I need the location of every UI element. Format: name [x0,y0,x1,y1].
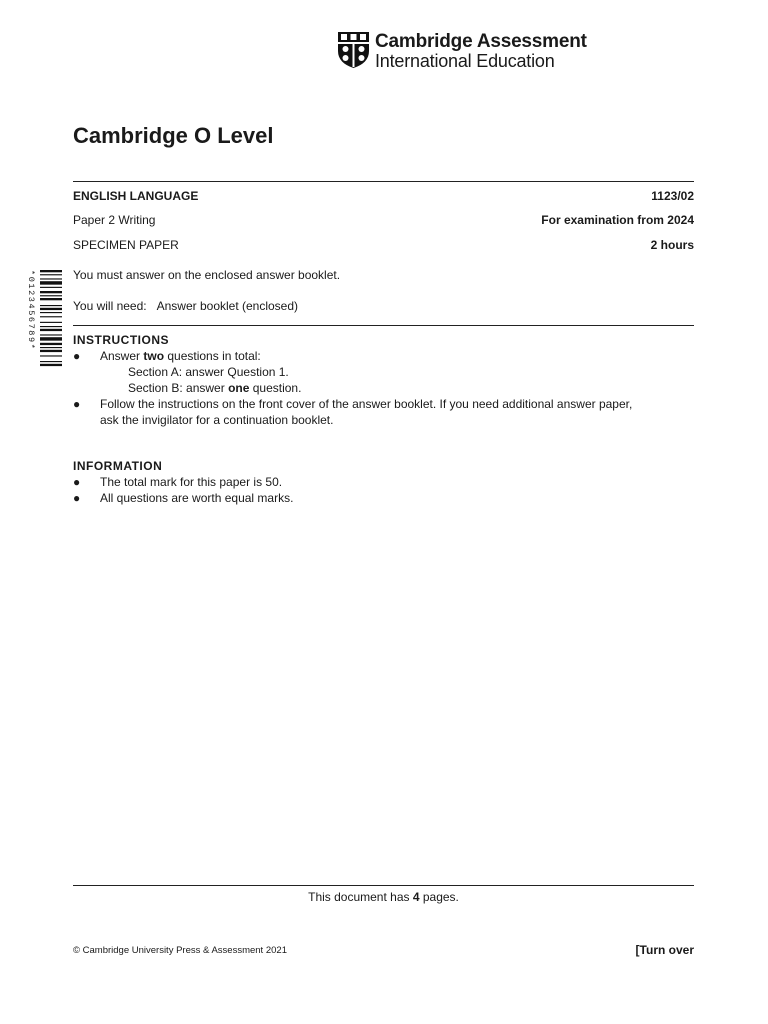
information-bullet-1 [73,475,282,489]
qualification-title: Cambridge O Level [73,123,274,148]
instruction-emphasis: one [228,381,250,395]
instruction-text: question. [249,381,302,395]
bullet-icon: ● [73,397,81,411]
instruction-sub-2 [128,381,301,395]
information-text: The total mark for this paper is 50. [100,475,283,489]
logo-line-2: International Education [375,51,555,71]
materials-needed [73,299,298,313]
instruction-text: questions in total: [164,349,261,363]
materials-label: You will need: [73,299,147,313]
information-text: All questions are worth equal marks. [100,491,294,505]
instruction-text: Answer [100,349,144,363]
page-count-note [73,890,694,904]
instruction-text: Section B: answer [128,381,229,395]
syllabus-code: 1123/02 [651,189,694,203]
answer-requirement: You must answer on the enclosed answer booklet. [73,268,341,282]
paper-name: Paper 2 Writing [73,213,156,227]
bullet-icon: ● [73,491,81,505]
cambridge-logo [337,31,587,71]
logo-line-1: Cambridge Assessment [375,31,587,52]
instruction-bullet-2-cont: ask the invigilator for a continuation booklet. [100,413,334,427]
instruction-text: Follow the instructions on the front cover of the answer booklet. If you need additional answer paper, [100,397,633,411]
instructions-rule [73,325,694,326]
cambridge-crest-icon [337,31,370,69]
barcode [28,270,64,400]
footer-rule [73,885,694,886]
instruction-sub-1: Section A: answer Question 1. [128,365,289,379]
information-bullet-2 [73,491,293,505]
header-rule [73,181,694,182]
duration: 2 hours [650,238,694,252]
instruction-emphasis: two [143,349,165,363]
exam-from: For examination from 2024 [541,213,694,227]
bullet-icon: ● [73,349,81,363]
information-heading: INFORMATION [73,459,163,473]
page-count-text: This document has [308,890,413,904]
subject-name: ENGLISH LANGUAGE [73,189,199,203]
barcode-text: *0123456789* [26,270,36,351]
turn-over-label: [Turn over [635,943,694,957]
instructions-heading: INSTRUCTIONS [73,333,169,347]
paper-type: SPECIMEN PAPER [73,238,179,252]
page-count-number: 4 [412,890,420,904]
materials-value: Answer booklet (enclosed) [156,299,299,313]
instruction-bullet-2 [73,397,632,411]
copyright-notice: © Cambridge University Press & Assessment 2021 [73,945,287,956]
instruction-bullet-1 [73,349,261,363]
bullet-icon: ● [73,475,81,489]
page-count-text: pages. [419,890,459,904]
